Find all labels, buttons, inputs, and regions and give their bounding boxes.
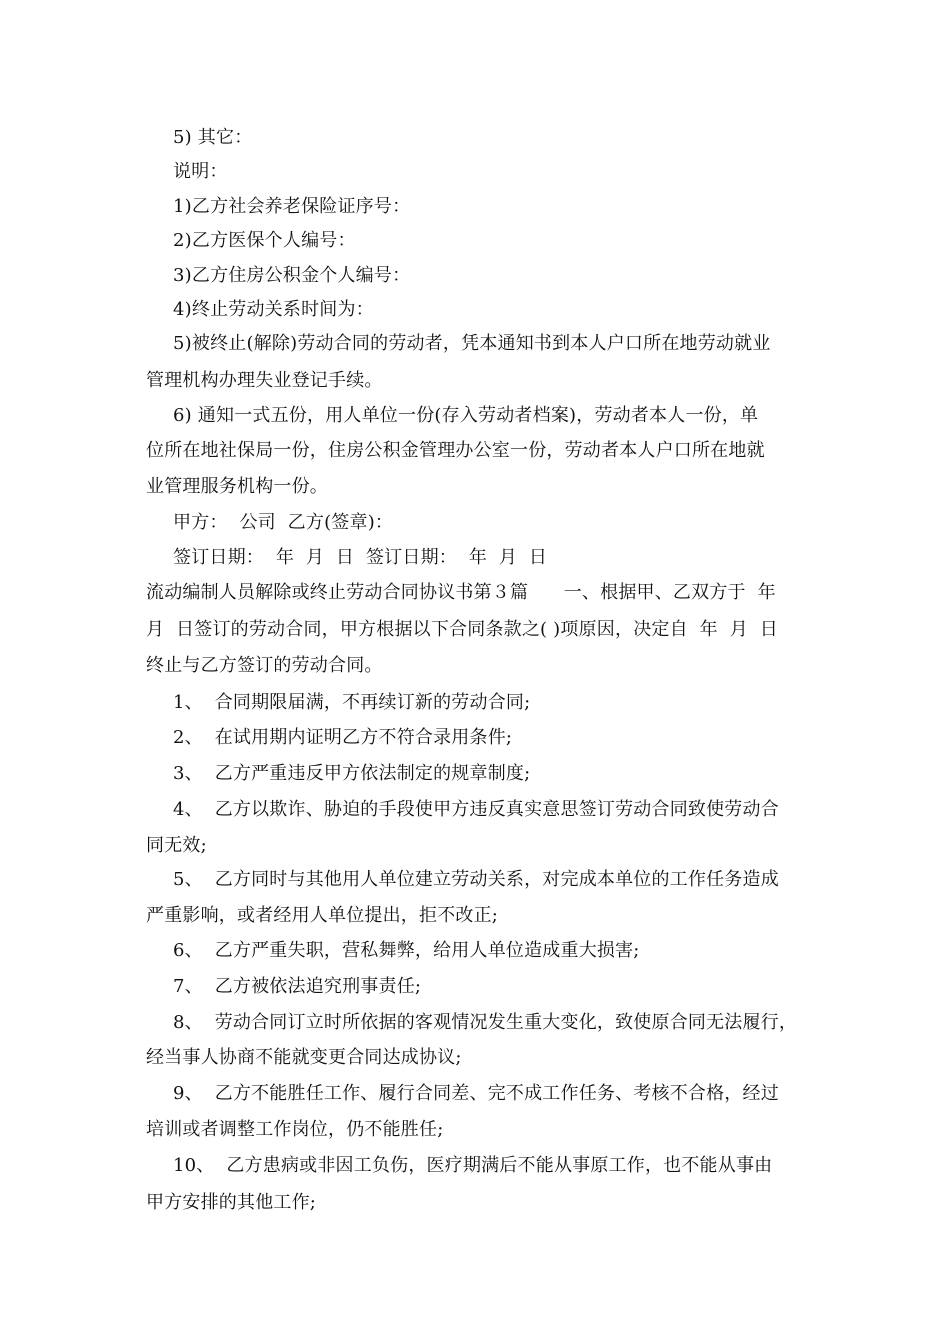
text-line: 业管理服务机构一份。 [146, 476, 328, 497]
list-item: 4、 乙方以欺诈、胁迫的手段使甲方违反真实意思签订劳动合同致使劳动合 [173, 799, 779, 820]
text-line: 1)乙方社会养老保险证序号： [173, 196, 411, 217]
text-line: 2)乙方医保个人编号： [173, 230, 356, 251]
text-line: 管理机构办理失业登记手续。 [146, 370, 383, 391]
list-item-continuation: 同无效; [146, 835, 207, 856]
list-item: 10、 乙方患病或非因工负伤，医疗期满后不能从事原工作，也不能从事由 [173, 1155, 773, 1176]
text-line: 说明： [173, 161, 228, 182]
list-item-continuation: 培训或者调整工作岗位，仍不能胜任; [146, 1119, 444, 1140]
text-line: 5)被终止(解除)劳动合同的劳动者，凭本通知书到本人户口所在地劳动就业 [173, 333, 771, 354]
text-line: 月 日签订的劳动合同，甲方根据以下合同条款之( )项原因，决定自 年 月 日 [146, 619, 778, 640]
text-line: 3)乙方住房公积金个人编号： [173, 265, 411, 286]
list-item: 2、 在试用期内证明乙方不符合录用条件; [173, 727, 513, 748]
list-item: 3、 乙方严重违反甲方依法制定的规章制度; [173, 763, 531, 784]
signature-line: 甲方： 公司 乙方(签章)： [173, 512, 394, 533]
list-item-continuation: 严重影响，或者经用人单位提出，拒不改正; [146, 905, 499, 926]
date-line: 签订日期： 年 月 日 签订日期： 年 月 日 [173, 547, 548, 568]
list-item: 9、 乙方不能胜任工作、履行合同差、完不成工作任务、考核不合格，经过 [173, 1083, 779, 1104]
text-line: 6) 通知一式五份，用人单位一份(存入劳动者档案)，劳动者本人一份，单 [173, 405, 759, 426]
text-line: 5) 其它： [173, 127, 253, 148]
list-item-continuation: 甲方安排的其他工作; [146, 1192, 317, 1213]
section-heading: 流动编制人员解除或终止劳动合同协议书第３篇 一、根据甲、乙双方于 年 [146, 582, 776, 603]
list-item: 6、 乙方严重失职，营私舞弊，给用人单位造成重大损害; [173, 940, 640, 961]
list-item-continuation: 经当事人协商不能就变更合同达成协议; [146, 1047, 462, 1068]
text-line: 4)终止劳动关系时间为： [173, 299, 374, 320]
list-item: 8、 劳动合同订立时所依据的客观情况发生重大变化，致使原合同无法履行， [173, 1012, 798, 1033]
list-item: 7、 乙方被依法追究刑事责任; [173, 976, 422, 997]
list-item: 1、 合同期限届满，不再续订新的劳动合同; [173, 692, 531, 713]
list-item: 5、 乙方同时与其他用人单位建立劳动关系，对完成本单位的工作任务造成 [173, 869, 779, 890]
text-line: 位所在地社保局一份，住房公积金管理办公室一份，劳动者本人户口所在地就 [146, 440, 765, 461]
text-line: 终止与乙方签订的劳动合同。 [146, 655, 383, 676]
